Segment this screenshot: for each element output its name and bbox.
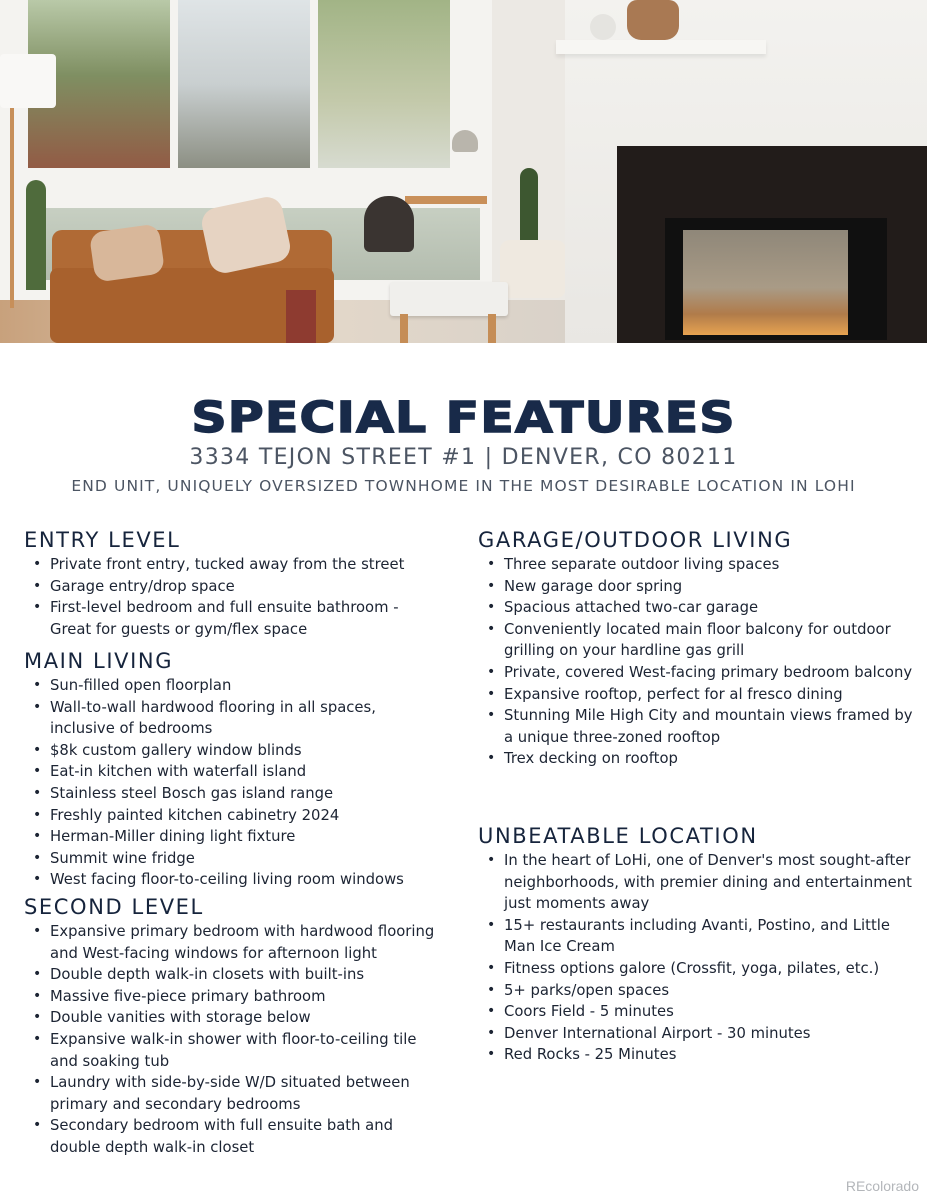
list-item: • Denver International Airport - 30 minutes	[478, 1023, 918, 1045]
list-item: • Summit wine fridge	[24, 848, 444, 870]
list-item: • Secondary bedroom with full ensuite bath and double depth walk-in closet	[24, 1115, 444, 1158]
section-second-level	[24, 894, 444, 1159]
list-item: • Red Rocks - 25 Minutes	[478, 1044, 918, 1066]
list-item: • Stainless steel Bosch gas island range	[24, 783, 444, 805]
section-heading: MAIN LIVING	[24, 649, 174, 673]
throw-blanket	[286, 290, 316, 343]
dining-chair	[364, 196, 414, 252]
window-pane	[178, 0, 310, 168]
desk-lamp	[452, 130, 478, 152]
mantel-shelf	[556, 40, 766, 54]
dining-table	[405, 196, 487, 204]
list-item: • Massive five-piece primary bathroom	[24, 986, 444, 1008]
page-title: SPECIAL FEATURES	[191, 393, 736, 443]
list-item: • West facing floor-to-ceiling living room windows	[24, 869, 444, 891]
list-item: • Wall-to-wall hardwood flooring in all spaces, inclusive of bedrooms	[24, 697, 444, 740]
feature-list	[24, 554, 444, 640]
list-item: • New garage door spring	[478, 576, 918, 598]
list-item: • In the heart of LoHi, one of Denver's most sought-after neighborhoods, with premier dining and entertainment just moments away	[478, 850, 918, 915]
coffee-table-leg	[488, 314, 496, 343]
section-heading: SECOND LEVEL	[24, 895, 204, 919]
list-item: • $8k custom gallery window blinds	[24, 740, 444, 762]
list-item: • Expansive rooftop, perfect for al fresco dining	[478, 684, 918, 706]
feature-list	[24, 675, 444, 891]
list-item: • Private front entry, tucked away from the street	[24, 554, 444, 576]
list-item: • Garage entry/drop space	[24, 576, 444, 598]
list-item: • Double vanities with storage below	[24, 1007, 444, 1029]
list-item: • Stunning Mile High City and mountain views framed by a unique three-zoned rooftop	[478, 705, 918, 748]
section-entry-level	[24, 527, 444, 640]
section-garage-outdoor-living	[478, 527, 918, 770]
coffee-table-leg	[400, 314, 408, 343]
list-item: • Laundry with side-by-side W/D situated between primary and secondary bedrooms	[24, 1072, 444, 1115]
list-item: • Fitness options galore (Crossfit, yoga, pilates, etc.)	[478, 958, 918, 980]
list-item: • Three separate outdoor living spaces	[478, 554, 918, 576]
decorative-sculpture	[590, 14, 616, 40]
list-item: • Spacious attached two-car garage	[478, 597, 918, 619]
window-pane	[318, 0, 450, 168]
list-item: • First-level bedroom and full ensuite bathroom - Great for guests or gym/flex space	[24, 597, 444, 640]
decorative-vase	[627, 0, 679, 40]
list-item: • Trex decking on rooftop	[478, 748, 918, 770]
list-item: • Expansive walk-in shower with floor-to-ceiling tile and soaking tub	[24, 1029, 444, 1072]
section-heading: ENTRY LEVEL	[24, 528, 181, 552]
list-item: • Private, covered West-facing primary bedroom balcony	[478, 662, 918, 684]
property-address: 3334 TEJON STREET #1 | DENVER, CO 80211	[189, 445, 738, 470]
list-item: • 15+ restaurants including Avanti, Postino, and Little Man Ice Cream	[478, 915, 918, 958]
list-item: • Eat-in kitchen with waterfall island	[24, 761, 444, 783]
list-item: • Coors Field - 5 minutes	[478, 1001, 918, 1023]
throw-pillow	[89, 223, 165, 282]
floor-lamp-pole	[10, 108, 14, 308]
feature-list	[478, 554, 918, 770]
coffee-table	[390, 282, 508, 316]
section-heading: UNBEATABLE LOCATION	[478, 824, 758, 848]
list-item: • 5+ parks/open spaces	[478, 980, 918, 1002]
list-item: • Herman-Miller dining light fixture	[24, 826, 444, 848]
section-main-living	[24, 648, 444, 891]
feature-list	[24, 921, 444, 1159]
section-unbeatable-location	[478, 823, 918, 1066]
watermark: REcolorado	[845, 1178, 919, 1194]
armchair	[500, 240, 566, 298]
floor-lamp	[0, 54, 56, 108]
list-item: • Double depth walk-in closets with built-ins	[24, 964, 444, 986]
hero-living-room-photo	[0, 0, 927, 343]
property-tagline: END UNIT, UNIQUELY OVERSIZED TOWNHOME IN THE MOST DESIRABLE LOCATION IN LOHI	[71, 477, 856, 495]
fireplace-flames	[683, 230, 848, 335]
section-heading: GARAGE/OUTDOOR LIVING	[478, 528, 793, 552]
list-item: • Expansive primary bedroom with hardwood flooring and West-facing windows for afternoon light	[24, 921, 444, 964]
feature-list	[478, 850, 918, 1066]
list-item: • Conveniently located main floor balcony for outdoor grilling on your hardline gas grill	[478, 619, 918, 662]
list-item: • Sun-filled open floorplan	[24, 675, 444, 697]
list-item: • Freshly painted kitchen cabinetry 2024	[24, 805, 444, 827]
potted-plant	[26, 180, 46, 290]
